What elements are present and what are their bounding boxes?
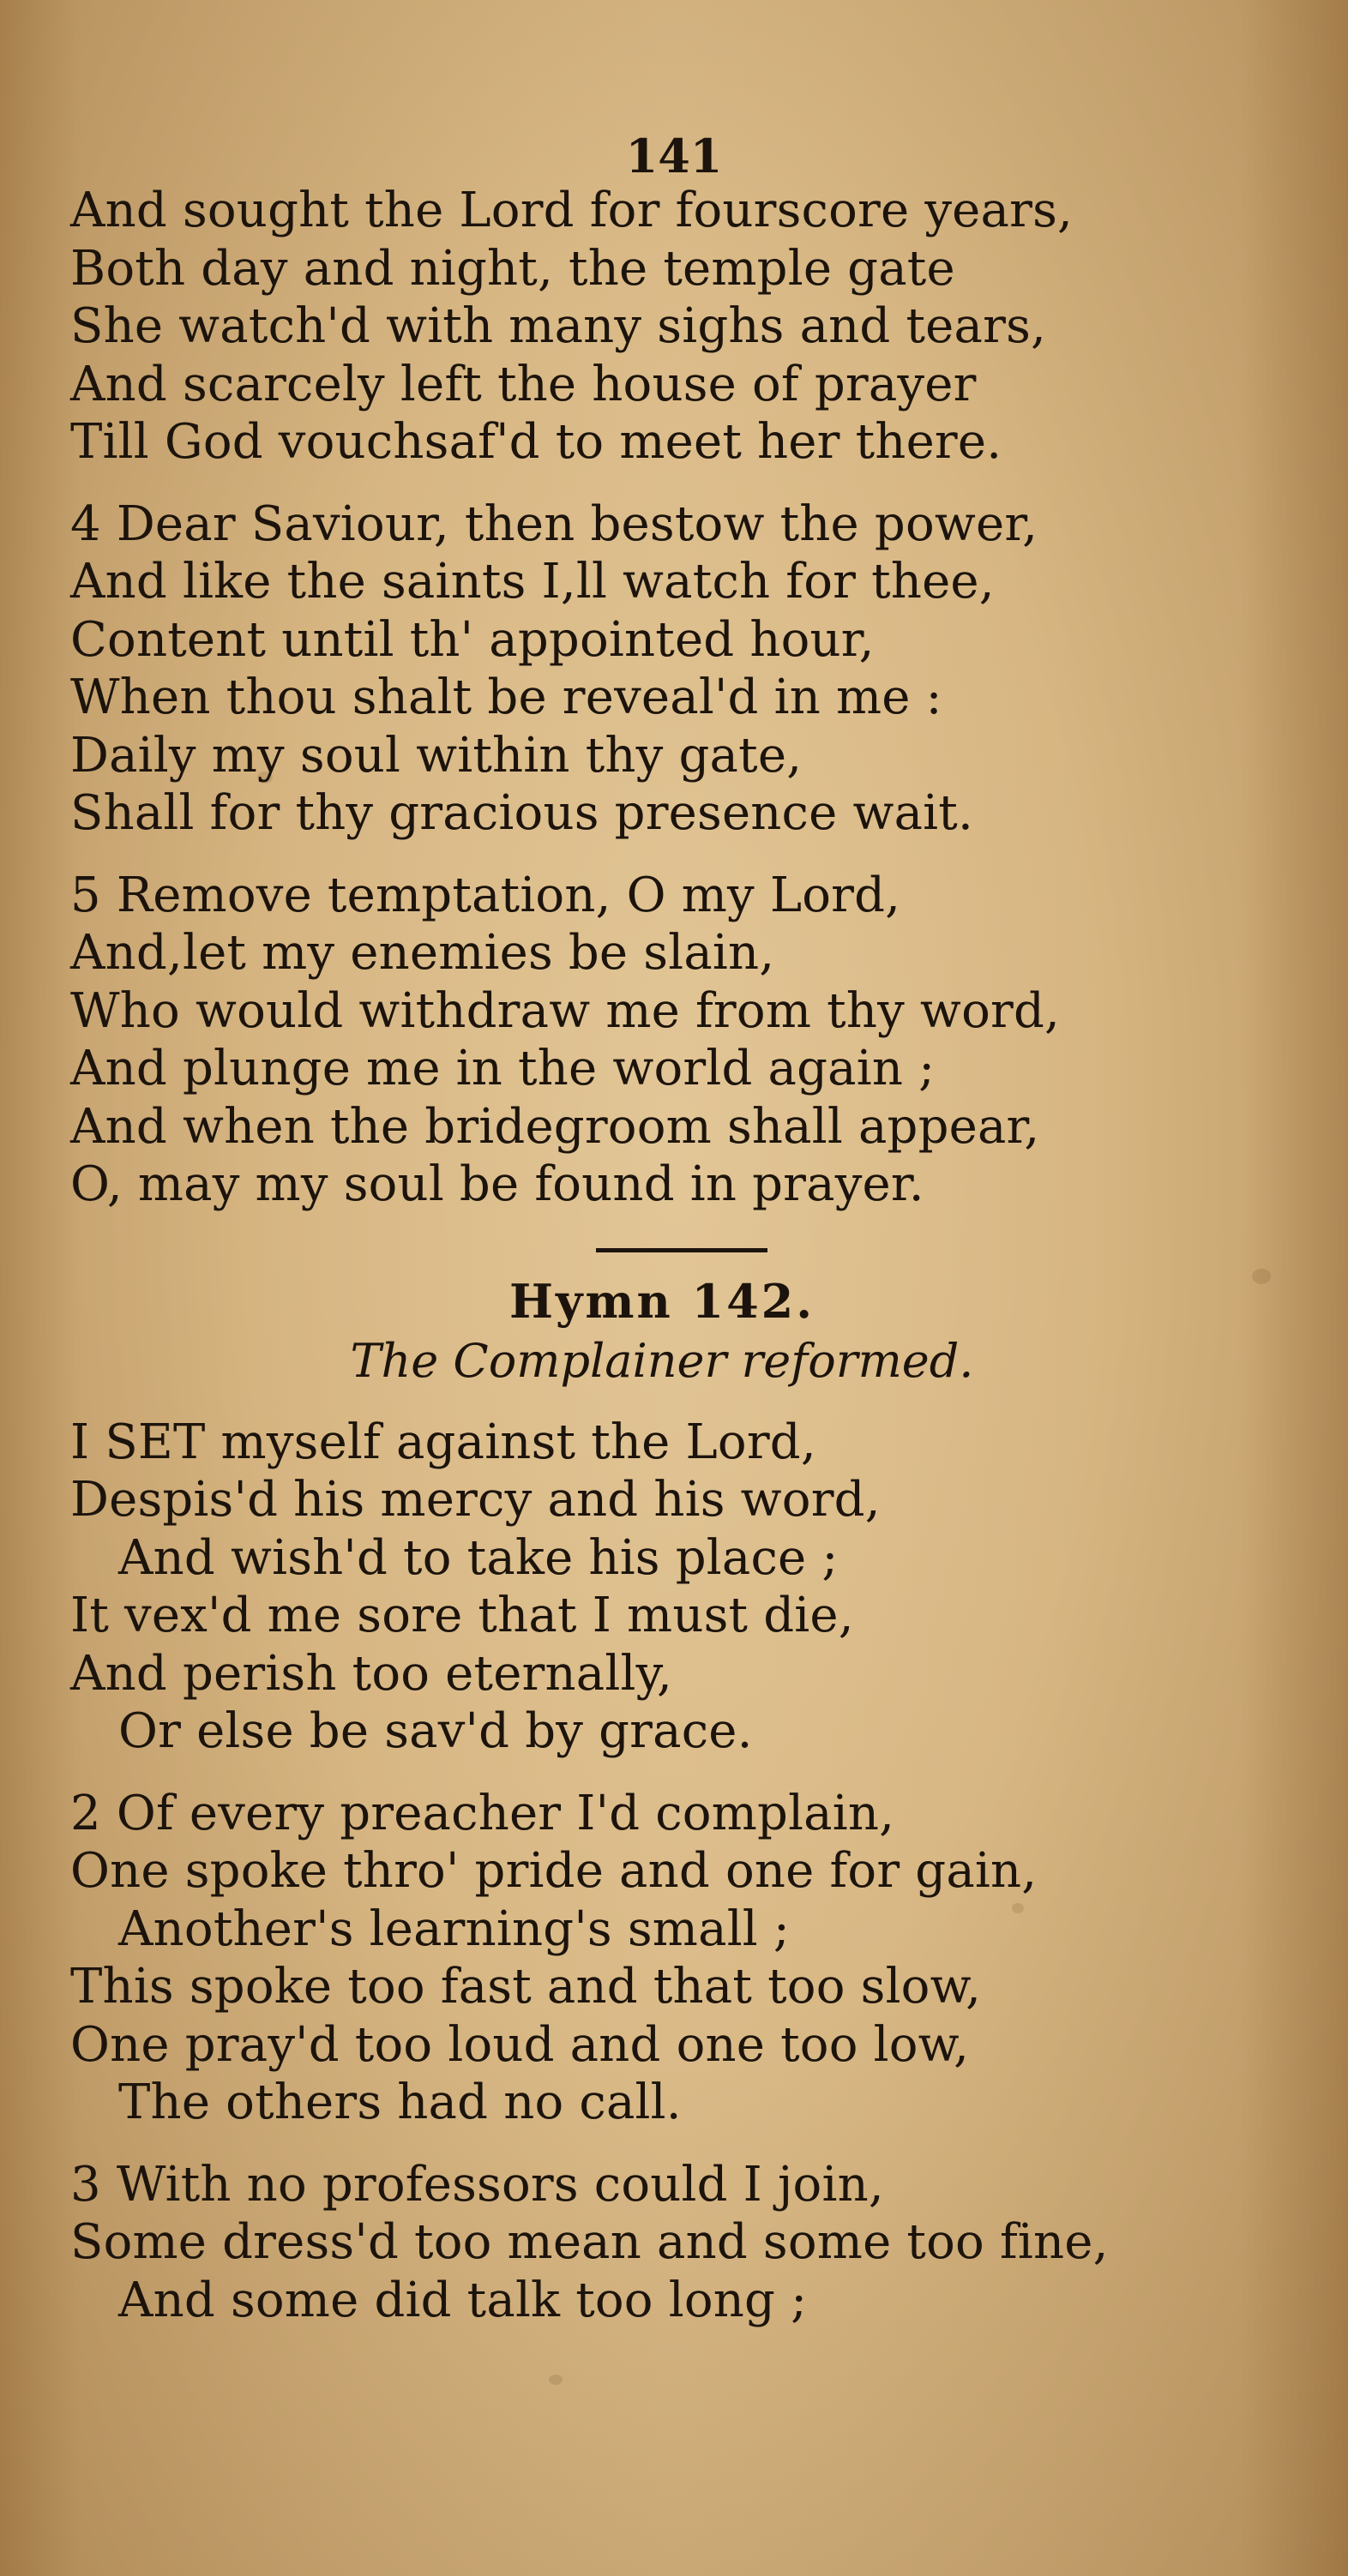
- stanza-4: [70, 495, 1305, 843]
- hymn-text: [70, 182, 1305, 2329]
- verse-line: And perish too eternally,: [70, 1645, 672, 1702]
- verse-line: Another's learning's small ;: [118, 1900, 790, 1957]
- verse-line: Or else be sav'd by grace.: [118, 1703, 753, 1759]
- verse-line: And some did talk too long ;: [118, 2272, 808, 2328]
- verse-line: And when the bridegroom shall appear,: [70, 1098, 1040, 1155]
- verse-line: Despis'd his mercy and his word,: [70, 1472, 881, 1528]
- hymn-142-stanza-3: [70, 2156, 1305, 2330]
- hymn-142-stanza-2: [70, 1785, 1305, 2132]
- verse-line: And,let my enemies be slain,: [70, 925, 775, 981]
- verse-line: One spoke thro' pride and one for gain,: [70, 1843, 1038, 1899]
- verse-line: And scarcely left the house of prayer: [70, 356, 977, 412]
- verse-line: Who would withdraw me from thy word,: [70, 982, 1060, 1039]
- verse-line: Content until th' appointed hour,: [70, 611, 875, 668]
- verse-line: When thou shalt be reveal'd in me :: [70, 670, 942, 725]
- verse-line: O, may my soul be found in prayer.: [70, 1156, 924, 1212]
- hymn-141-ending: [70, 182, 1305, 471]
- verse-line: And plunge me in the world again ;: [70, 1041, 936, 1096]
- verse-line: 4 Dear Saviour, then bestow the power,: [70, 495, 1038, 552]
- verse-line: Daily my soul within thy gate,: [70, 727, 803, 784]
- verse-line: One pray'd too loud and one too low,: [70, 2016, 970, 2073]
- verse-line: The others had no call.: [118, 2075, 682, 2130]
- verse-line: Some dress'd too mean and some too fine,: [70, 2214, 1109, 2270]
- verse-line: 2 Of every preacher I'd complain,: [70, 1785, 895, 1841]
- verse-line: Shall for thy gracious presence wait.: [70, 785, 973, 841]
- verse-line: And like the saints I,ll watch for thee,: [70, 554, 995, 609]
- stanza-5: [70, 867, 1305, 1214]
- verse-line: This spoke too fast and that too slow,: [70, 1959, 982, 2015]
- page-number: 141: [625, 129, 723, 183]
- hymn-142-title: Hymn 142.: [509, 1273, 815, 1329]
- verse-line: 3 With no professors could I join,: [70, 2156, 884, 2213]
- hymn-142-subtitle: The Complainer reformed.: [350, 1333, 974, 1388]
- hymn-142-stanza-1: [70, 1414, 1305, 1761]
- verse-line: Till God vouchsaf'd to meet her there.: [70, 414, 1002, 470]
- verse-line: I SET myself against the Lord,: [70, 1414, 816, 1470]
- verse-line: And wish'd to take his place ;: [118, 1529, 839, 1586]
- paper-spot: [549, 2375, 563, 2385]
- section-divider: [596, 1248, 767, 1252]
- verse-line: Both day and night, the temple gate: [70, 240, 955, 297]
- verse-line: And sought the Lord for fourscore years,: [70, 183, 1074, 238]
- verse-line: She watch'd with many sighs and tears,: [70, 298, 1047, 354]
- verse-line: It vex'd me sore that I must die,: [70, 1588, 854, 1643]
- verse-line: 5 Remove temptation, O my Lord,: [70, 867, 901, 923]
